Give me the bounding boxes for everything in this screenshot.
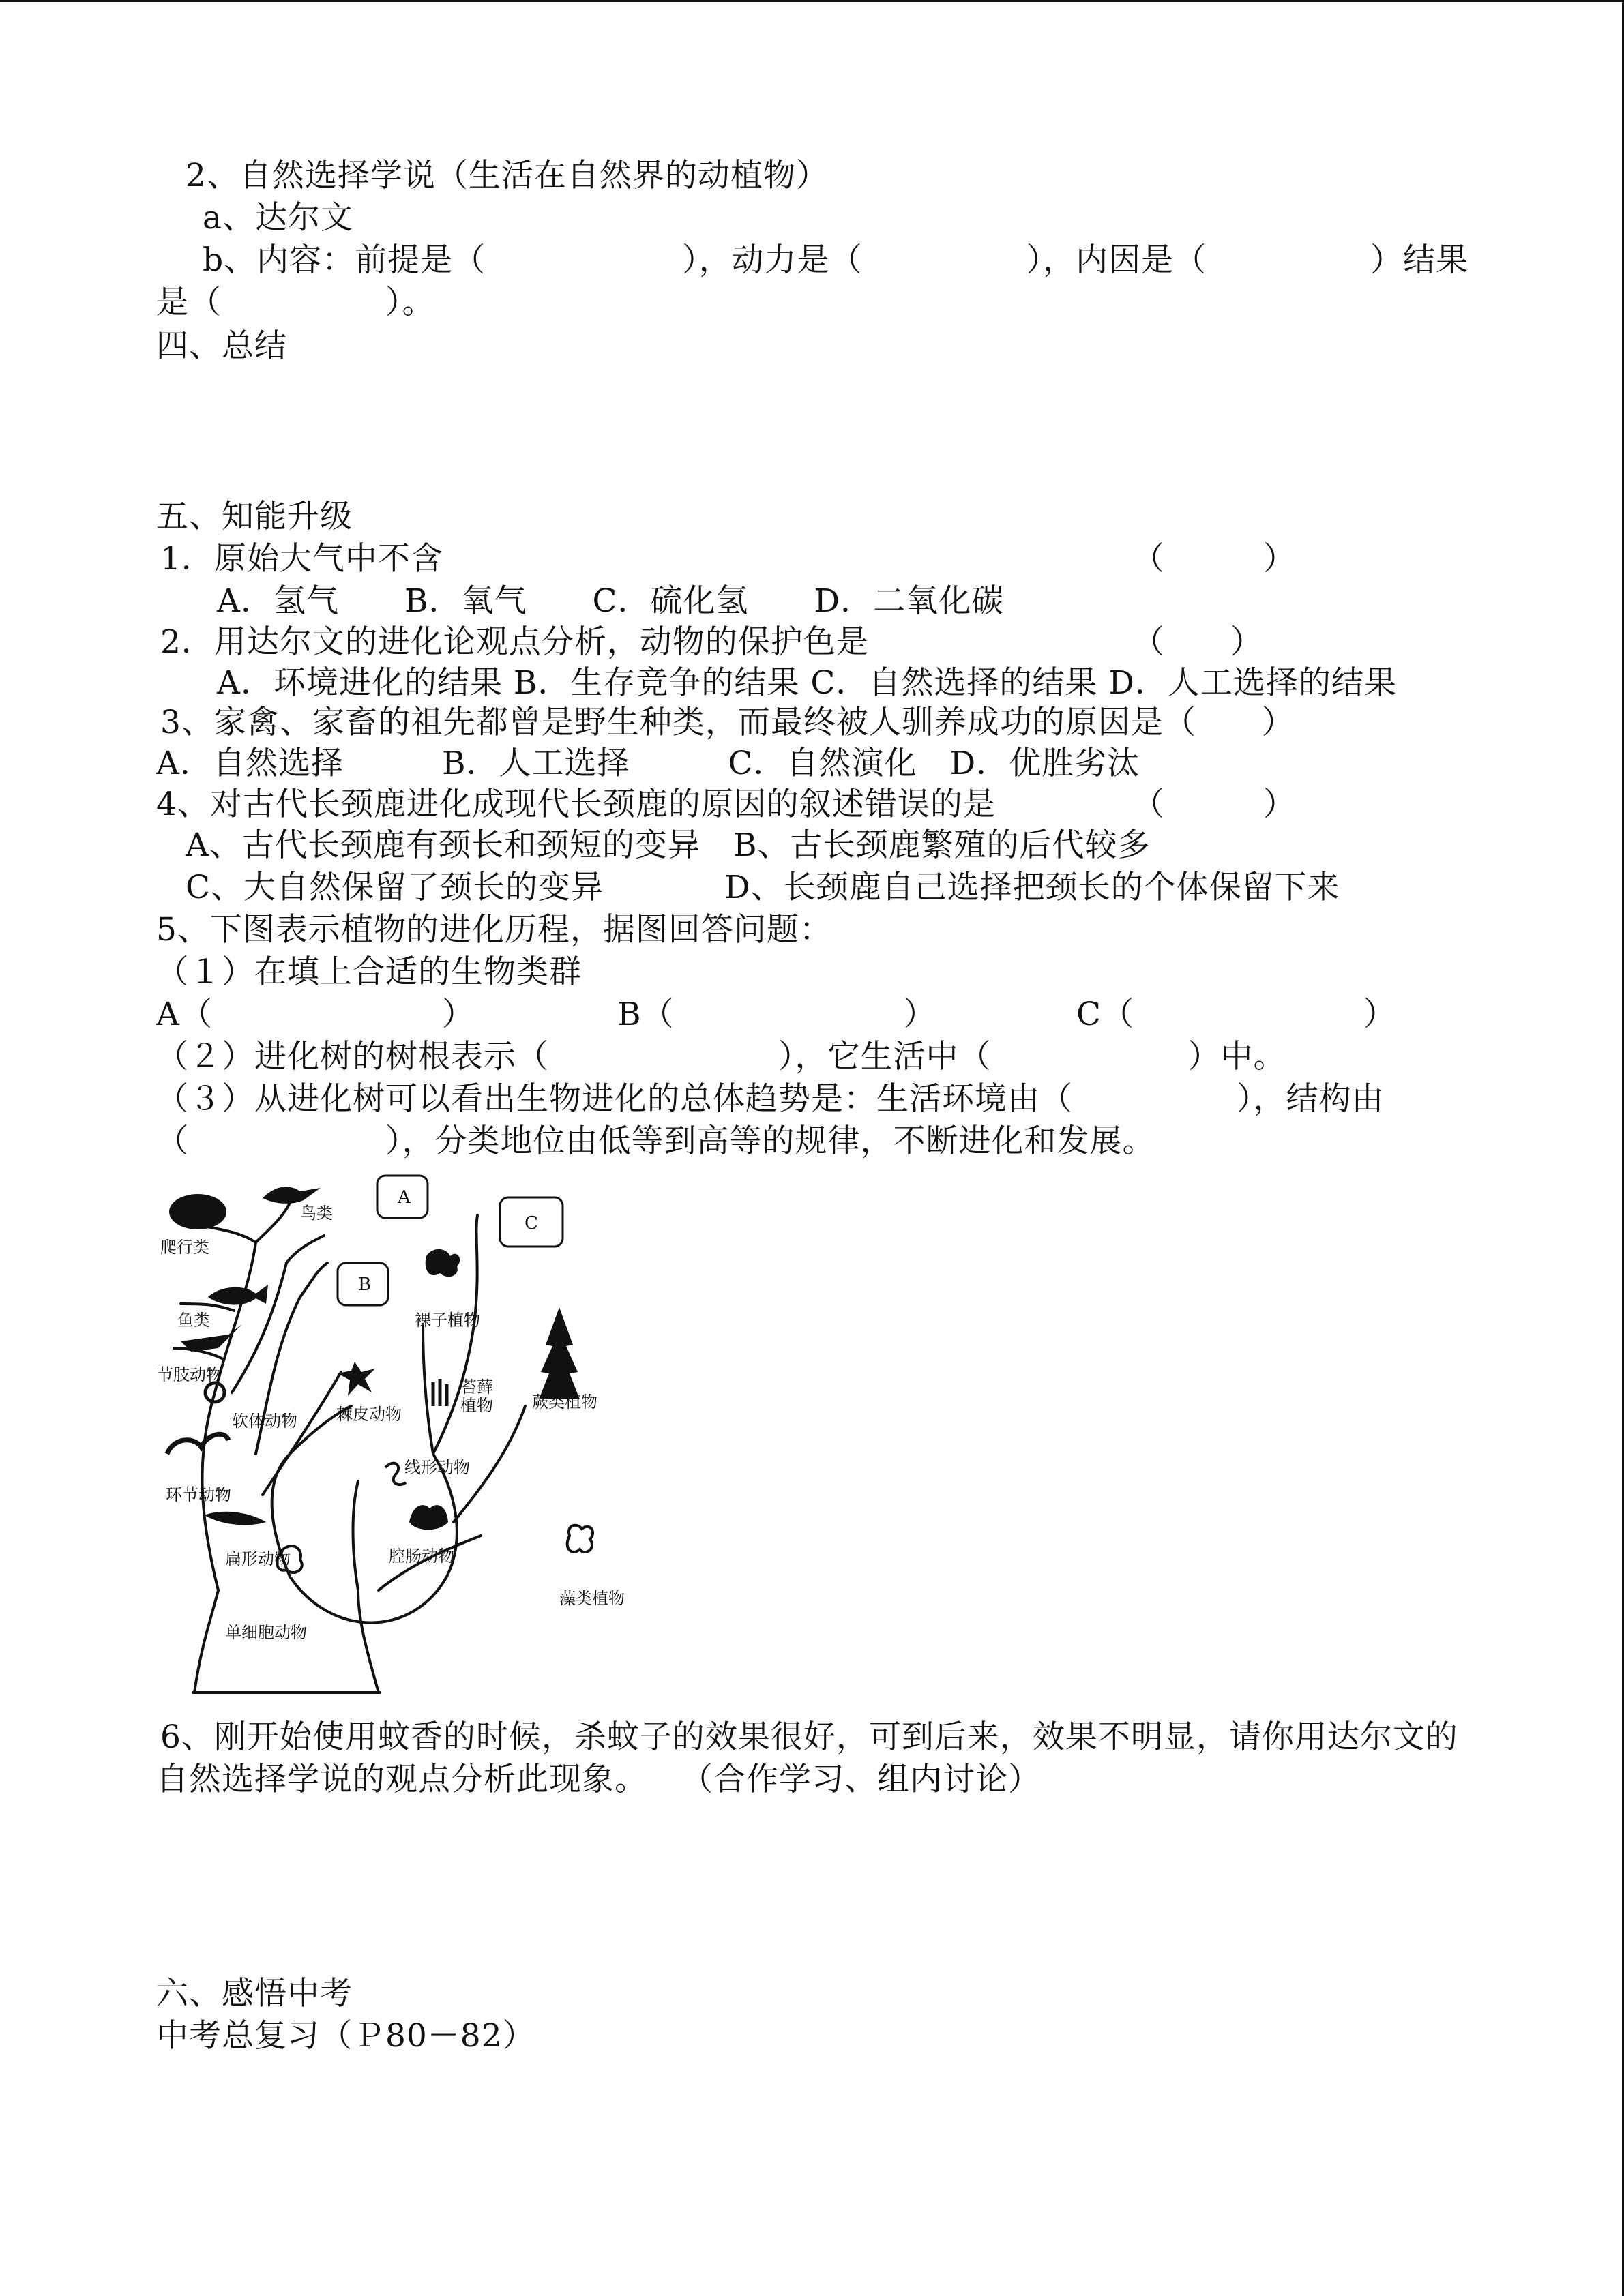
label-arthropods: 节肢动物: [157, 1365, 222, 1384]
algae-icon: [567, 1525, 593, 1552]
label-annelids: 环节动物: [166, 1485, 231, 1504]
question-6-line-1: 6、刚开始使用蚊香的时候，杀蚊子的效果很好，可到后来，效果不明显，请你用达尔文的: [160, 1718, 1458, 1756]
label-mollusks: 软体动物: [232, 1412, 297, 1431]
question-5-part-1: （１）在填上合适的生物类群: [156, 953, 582, 991]
question-5-part-3-line-2: （ ），分类地位由低等到高等的规律，不断进化和发展。: [156, 1122, 1155, 1160]
label-fish: 鱼类: [177, 1311, 210, 1330]
nematode-icon: [385, 1463, 406, 1485]
question-2-stem: 2．用达尔文的进化论观点分析，动物的保护色是: [160, 623, 869, 661]
fern-icon: [539, 1307, 580, 1399]
label-protozoa: 单细胞动物: [225, 1623, 307, 1642]
question-4-option-d: D、长颈鹿自己选择把颈长的个体保留下来: [724, 869, 1340, 906]
section-heading-exam: 六、感悟中考: [156, 1975, 353, 2012]
evolution-tree-diagram: [153, 1167, 672, 1699]
turtle-icon: [169, 1194, 226, 1229]
question-3-options: A．自然选择 B．人工选择 C．自然演化 D．优胜劣汰: [156, 745, 1140, 782]
content-line-1: b、内容：前提是（ ），动力是（ ），内因是（ ）结果: [203, 241, 1469, 279]
question-1-stem: 1．原始大气中不含: [160, 540, 443, 578]
label-mosses-line-2: 植物: [460, 1396, 493, 1415]
question-5-stem: 5、下图表示植物的进化历程，据图回答问题：: [156, 911, 832, 949]
worm-icon: [167, 1434, 228, 1454]
label-echinoderms: 棘皮动物: [336, 1405, 402, 1424]
question-4-option-c: C、大自然保留了颈长的变异: [186, 869, 604, 906]
label-reptiles: 爬行类: [160, 1238, 209, 1257]
flatworm-icon: [205, 1512, 266, 1525]
box-c: [500, 1197, 563, 1247]
question-2-answer-paren: （ ）: [1132, 623, 1263, 661]
question-5-part-3-line-1: （３）从进化树可以看出生物进化的总体趋势是：生活环境由（ ），结构由: [156, 1080, 1385, 1118]
starfish-icon: [338, 1362, 375, 1396]
question-3-stem: 3、家禽、家畜的祖先都曾是野生种类，而最终被人驯养成功的原因是（ ）: [160, 704, 1295, 741]
question-4-options-ab: A、古代长颈鹿有颈长和颈短的变异 B、古长颈鹿繁殖的后代较多: [186, 826, 1151, 864]
section-heading-summary: 四、总结: [156, 327, 287, 365]
blank-c: C（ ）: [1076, 996, 1396, 1033]
box-b: [338, 1263, 388, 1305]
content-line-2: 是（ ）。: [156, 284, 435, 321]
exam-review-reference: 中考总复习（Ｐ80－82）: [156, 2017, 535, 2055]
label-mosses-line-1: 苔藓: [460, 1377, 493, 1397]
fish-icon: [208, 1285, 268, 1305]
question-4-answer-paren: （ ）: [1132, 786, 1296, 823]
section-heading-upgrade: 五、知能升级: [156, 498, 353, 535]
section-heading-natural-selection: 2、自然选择学说（生活在自然界的动植物）: [186, 157, 829, 194]
box-a: [377, 1176, 428, 1218]
question-5-part-2: （２）进化树的树根表示（ ），它生活中（ ）中。: [156, 1038, 1286, 1075]
blank-b: B（ ）: [617, 996, 936, 1033]
label-gymnosperms: 裸子植物: [415, 1311, 480, 1330]
hydra-icon: [409, 1505, 448, 1530]
label-algae: 藻类植物: [559, 1589, 625, 1608]
label-coelenterates: 腔肠动物: [389, 1547, 454, 1566]
svg-text:A: A: [398, 1187, 411, 1208]
label-ferns: 蕨类植物: [532, 1392, 597, 1412]
question-2-options: A．环境进化的结果 B．生存竞争的结果 C．自然选择的结果 D．人工选择的结果: [217, 664, 1397, 702]
svg-text:B: B: [358, 1274, 372, 1295]
blank-a: A（ ）: [156, 996, 475, 1033]
darwin-line: a、达尔文: [203, 199, 354, 237]
moss-icon: [433, 1379, 447, 1406]
question-4-stem: 4、对古代长颈鹿进化成现代长颈鹿的原因的叙述错误的是: [156, 786, 996, 823]
page-top-border: [0, 0, 1624, 2]
label-birds: 鸟类: [300, 1204, 333, 1223]
bird-icon: [263, 1187, 321, 1203]
question-1-options: A．氢气 B．氧气 C．硫化氢 D．二氧化碳: [217, 582, 1005, 620]
gymnosperm-icon: [426, 1249, 460, 1277]
question-1-answer-paren: （ ）: [1132, 540, 1296, 578]
label-flatworms: 扁形动物: [225, 1549, 291, 1568]
svg-text:C: C: [525, 1213, 538, 1234]
label-nematodes: 线形动物: [404, 1458, 470, 1477]
question-6-line-2: 自然选择学说的观点分析此现象。 （合作学习、组内讨论）: [156, 1761, 1041, 1798]
